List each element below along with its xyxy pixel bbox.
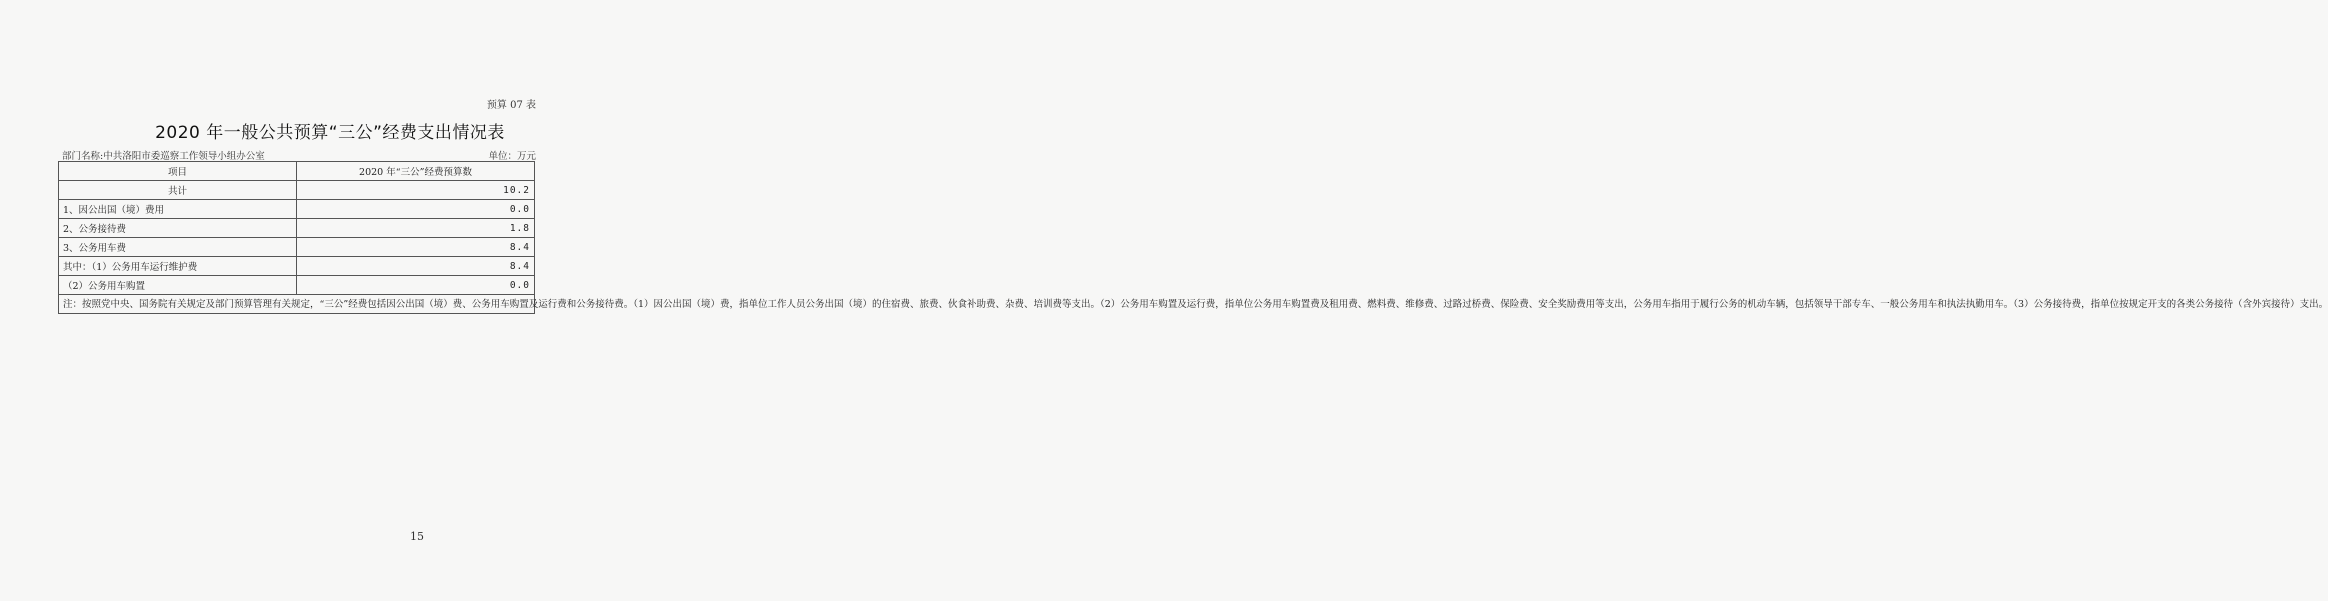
table-row <box>59 257 535 276</box>
table-row <box>59 238 535 257</box>
table-row <box>59 276 535 295</box>
row-value: 8.4 <box>297 238 535 257</box>
row-value: 10.2 <box>297 181 535 200</box>
column-header-item: 项目 <box>59 162 297 181</box>
table-note: 注：按照党中央、国务院有关规定及部门预算管理有关规定，“三公”经费包括因公出国（境）费、公务用车购置及运行费和公务接待费。（1）因公出国（境）费，指单位工作人员公务出国（境）的住宿费、旅费、伙食补助费、杂费、培训费等支出。（2）公务用车购置及运行费，指单位公务用车购置费及租用费、燃料费、维修费、过路过桥费、保险费、安全奖励费用等支出，公务用车指用于履行公务的机动车辆，包括领导干部专车、一般公务用车和执法执勤用车。（3）公务接待费，指单位按规定开支的各类公务接待（含外宾接待）支出。 <box>59 295 535 314</box>
row-value: 0.0 <box>297 276 535 295</box>
table-row <box>59 219 535 238</box>
row-value: 1.8 <box>297 219 535 238</box>
row-label: （2）公务用车购置 <box>59 276 297 295</box>
row-label: 2、公务接待费 <box>59 219 297 238</box>
column-header-budget: 2020 年“三公”经费预算数 <box>297 162 535 181</box>
note-row <box>59 295 535 314</box>
row-label: 共计 <box>59 181 297 200</box>
department-name: 部门名称:中共洛阳市委巡察工作领导小组办公室 <box>62 151 265 162</box>
table-code: 预算 07 表 <box>486 100 536 111</box>
page-number: 15 <box>410 530 424 543</box>
row-label: 其中：（1）公务用车运行维护费 <box>59 257 297 276</box>
page-title: 2020 年一般公共预算“三公”经费支出情况表 <box>155 123 505 143</box>
row-label: 1、因公出国（境）费用 <box>59 200 297 219</box>
budget-table <box>58 161 2328 314</box>
table-row <box>59 181 535 200</box>
table-row <box>59 200 535 219</box>
table-header-row <box>59 162 535 181</box>
unit-label: 单位：万元 <box>488 151 536 162</box>
row-value: 0.0 <box>297 200 535 219</box>
row-value: 8.4 <box>297 257 535 276</box>
row-label: 3、公务用车费 <box>59 238 297 257</box>
